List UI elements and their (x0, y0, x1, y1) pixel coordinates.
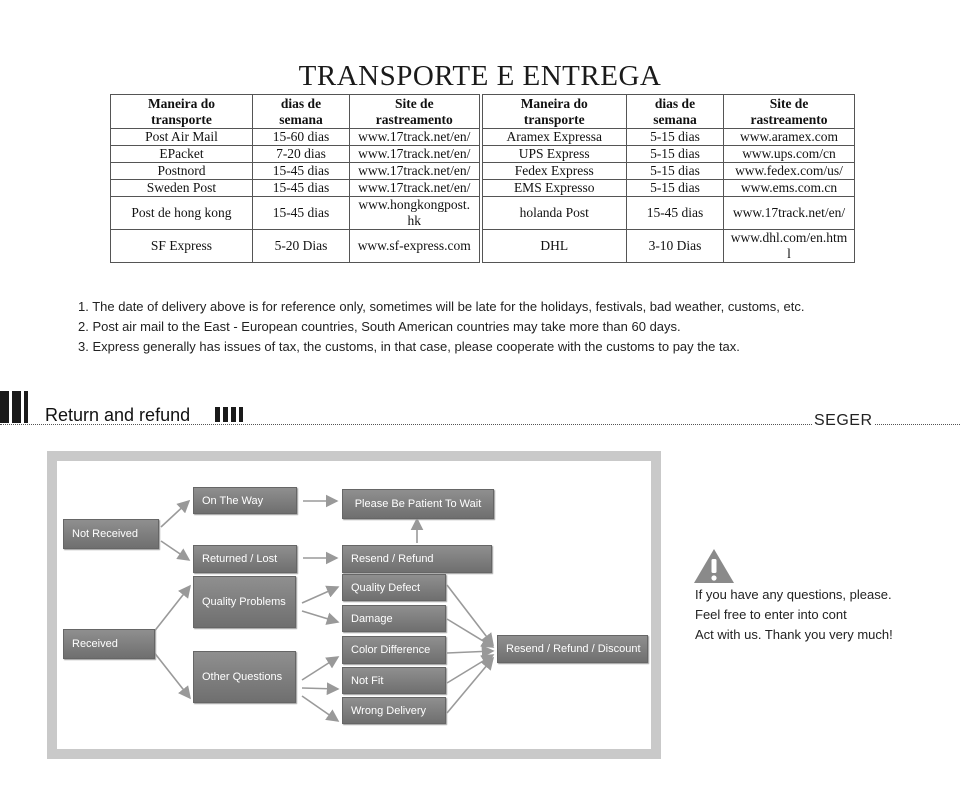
cell-days: 3-10 Dias (627, 230, 724, 263)
delivery-notes (78, 297, 804, 357)
contact-line: Feel free to enter into cont (695, 607, 847, 622)
cell-method: Sweden Post (111, 180, 253, 197)
refund-flowchart (47, 451, 661, 759)
cell-method: holanda Post (481, 197, 627, 230)
cell-days: 5-15 dias (627, 129, 724, 146)
flow-arrow (447, 585, 493, 645)
cell-days: 5-15 dias (627, 146, 724, 163)
flow-arrow (161, 501, 189, 527)
header-tracking-2: Site de rastreamento (724, 95, 855, 129)
cell-days: 15-45 dias (253, 197, 350, 230)
flowchart-canvas (57, 461, 651, 749)
cell-method: EMS Expresso (481, 180, 627, 197)
cell-tracking-link[interactable]: www.17track.net/en/ (350, 146, 481, 163)
table-row (111, 197, 855, 230)
table-row (111, 230, 855, 263)
flow-arrow (447, 619, 493, 647)
table-row (111, 163, 855, 180)
shipping-table (110, 94, 855, 263)
note-item: 2. Post air mail to the East - European countries, South American countries may take more than 60 days. (78, 319, 681, 334)
cell-method: Post Air Mail (111, 129, 253, 146)
cell-tracking-link[interactable]: www.17track.net/en/ (350, 163, 481, 180)
table-row (111, 129, 855, 146)
flow-arrow (161, 541, 189, 560)
header-method: Maneira do transporte (111, 95, 253, 129)
flow-on-the-way: On The Way (193, 487, 297, 514)
flow-arrow (302, 611, 338, 622)
flow-damage: Damage (342, 605, 446, 632)
flow-arrow (302, 657, 338, 680)
section-bars-icon (0, 391, 28, 423)
table-header-row (111, 95, 855, 129)
section-title: Return and refund (45, 405, 191, 425)
cell-method: UPS Express (481, 146, 627, 163)
cell-days: 5-15 dias (627, 180, 724, 197)
flow-not-fit: Not Fit (342, 667, 446, 694)
cell-days: 15-45 dias (253, 163, 350, 180)
cell-tracking-link[interactable]: www.dhl.com/en.htm l (724, 230, 855, 263)
note-item: 1. The date of delivery above is for reference only, sometimes will be late for the holidays, festivals, bad weather, customs, etc. (78, 299, 805, 314)
brand-label: SEGER (814, 412, 873, 429)
flow-arrow (447, 658, 493, 713)
cell-days: 15-60 dias (253, 129, 350, 146)
cell-method: SF Express (111, 230, 253, 263)
cell-method: EPacket (111, 146, 253, 163)
cell-tracking-link[interactable]: www.fedex.com/us/ (724, 163, 855, 180)
cell-method: Post de hong kong (111, 197, 253, 230)
cell-tracking-link[interactable]: www.ups.com/cn (724, 146, 855, 163)
flow-quality-defect: Quality Defect (342, 574, 446, 601)
cell-tracking-link[interactable]: www.hongkongpost. hk (350, 197, 481, 230)
note-item: 3. Express generally has issues of tax, the customs, in that case, please cooperate with the customs to pay the tax. (78, 339, 740, 354)
flow-arrow (153, 586, 190, 633)
cell-method: DHL (481, 230, 627, 263)
contact-line: Act with us. Thank you very much! (695, 627, 893, 642)
cell-method: Postnord (111, 163, 253, 180)
cell-tracking-link[interactable]: www.ems.com.cn (724, 180, 855, 197)
contact-line: If you have any questions, please. (695, 587, 892, 602)
flow-arrow (153, 651, 190, 698)
cell-method: Fedex Express (481, 163, 627, 180)
cell-days: 7-20 dias (253, 146, 350, 163)
flow-color-difference: Color Difference (342, 636, 446, 664)
flow-arrow (447, 655, 493, 683)
cell-days: 15-45 dias (253, 180, 350, 197)
flow-arrow (302, 587, 338, 603)
flow-arrow (302, 688, 338, 689)
table-row (111, 146, 855, 163)
flow-not-received: Not Received (63, 519, 159, 549)
cell-days: 5-20 Dias (253, 230, 350, 263)
warning-icon (692, 547, 736, 585)
flow-wrong-delivery: Wrong Delivery (342, 697, 446, 724)
flow-arrow (447, 651, 493, 653)
header-tracking: Site de rastreamento (350, 95, 481, 129)
cell-method: Aramex Expressa (481, 129, 627, 146)
flow-resend-refund-discount: Resend / Refund / Discount (497, 635, 648, 663)
flow-be-patient: Please Be Patient To Wait (342, 489, 494, 519)
cell-days: 5-15 dias (627, 163, 724, 180)
cell-tracking-link[interactable]: www.aramex.com (724, 129, 855, 146)
flow-other-questions: Other Questions (193, 651, 296, 703)
header-method-2: Maneira do transporte (481, 95, 627, 129)
cell-days: 15-45 dias (627, 197, 724, 230)
page-title: TRANSPORTE E ENTREGA (298, 60, 662, 92)
table-row (111, 180, 855, 197)
flow-quality-problems: Quality Problems (193, 576, 296, 628)
cell-tracking-link[interactable]: www.17track.net/en/ (724, 197, 855, 230)
contact-message (695, 585, 893, 645)
flow-received: Received (63, 629, 155, 659)
section-title-bars-icon (215, 407, 243, 422)
flow-resend-refund: Resend / Refund (342, 545, 492, 573)
cell-tracking-link[interactable]: www.sf-express.com (350, 230, 481, 263)
cell-tracking-link[interactable]: www.17track.net/en/ (350, 129, 481, 146)
flow-returned-lost: Returned / Lost (193, 545, 297, 573)
flow-arrow (302, 696, 338, 721)
header-days-2: dias de semana (627, 95, 724, 129)
header-days: dias de semana (253, 95, 350, 129)
cell-tracking-link[interactable]: www.17track.net/en/ (350, 180, 481, 197)
